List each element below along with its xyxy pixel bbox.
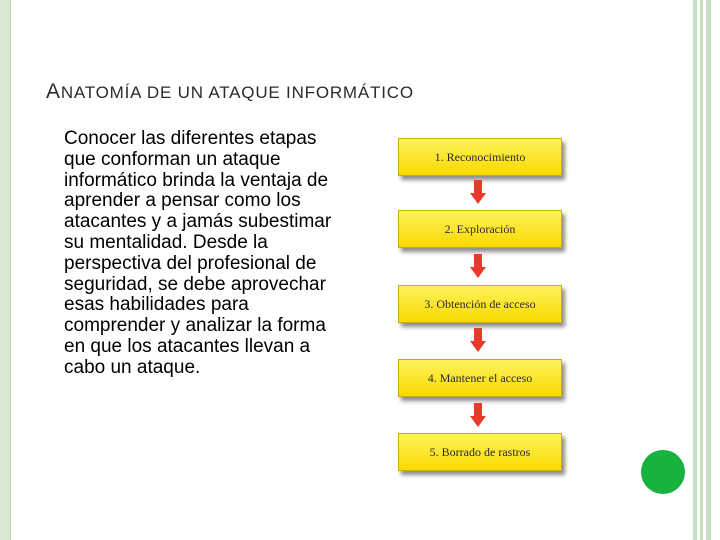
step-obtencion-de-acceso: 3. Obtención de acceso xyxy=(398,285,562,323)
down-arrow-icon xyxy=(470,403,486,427)
down-arrow-icon xyxy=(470,180,486,204)
right-frame-bars xyxy=(690,0,720,540)
slide-body-text: Conocer las diferentes etapas que conforman un ataque informático brinda la ventaja de aprender a pensar como los atacantes y a jamás subestimar su mentalidad. Desde la perspectiva del profesional de seguridad, se debe aprovechar esas habilidades para comprender y analizar la forma en que los atacantes llevan a cabo un ataque. xyxy=(64,128,332,378)
step-borrado-de-rastros: 5. Borrado de rastros xyxy=(398,433,562,471)
decorative-green-circle xyxy=(641,450,685,494)
step-exploracion: 2. Exploración xyxy=(398,210,562,248)
left-frame-bar xyxy=(0,0,11,540)
down-arrow-icon xyxy=(470,254,486,278)
step-mantener-el-acceso: 4. Mantener el acceso xyxy=(398,359,562,397)
down-arrow-icon xyxy=(470,328,486,352)
step-reconocimiento: 1. Reconocimiento xyxy=(398,138,562,176)
slide-title: ANATOMÍA DE UN ATAQUE INFORMÁTICO xyxy=(46,80,414,103)
